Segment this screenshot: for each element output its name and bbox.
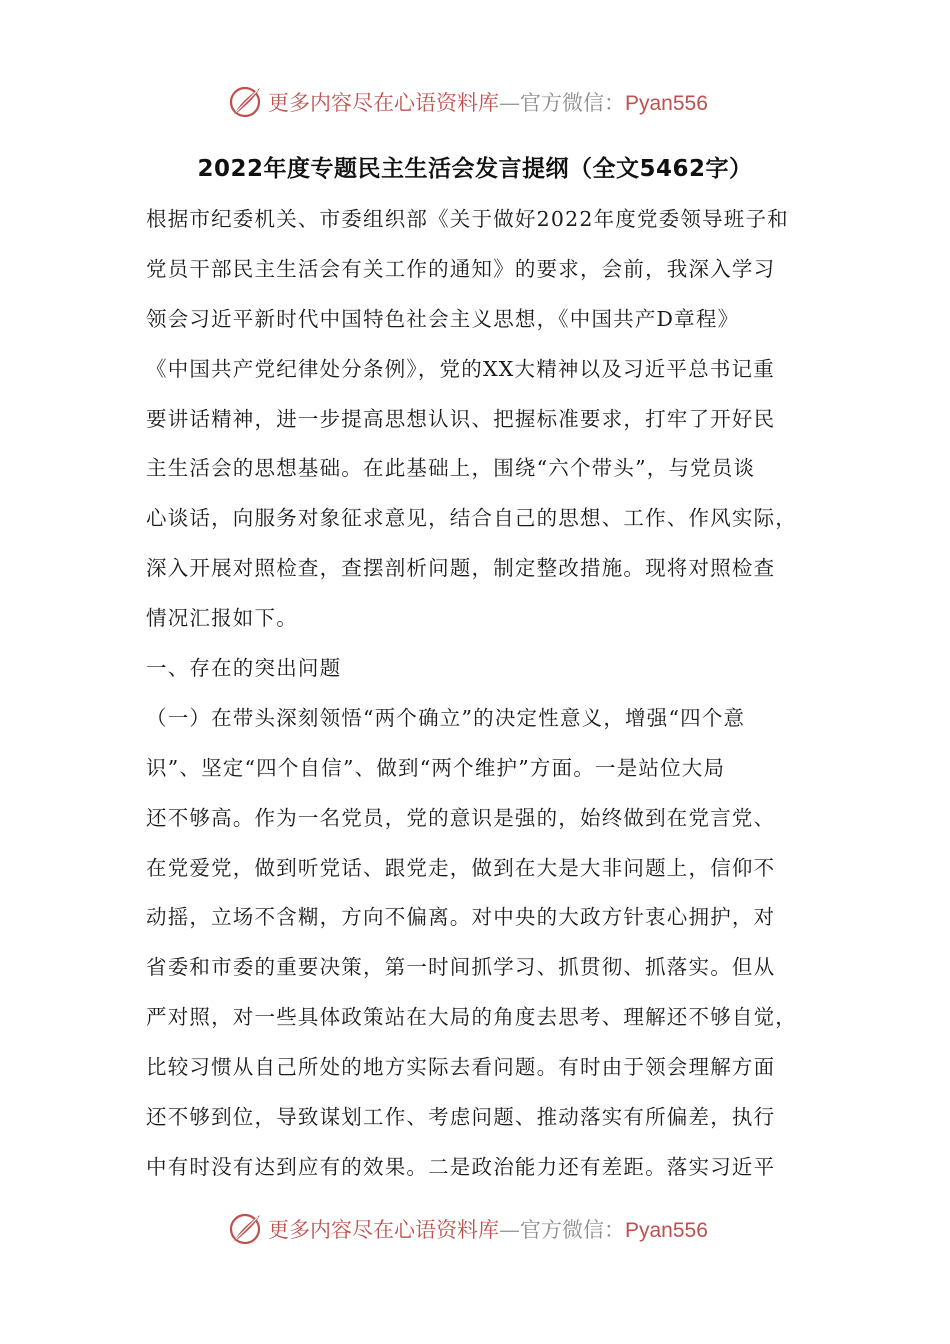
watermark-wechat-id: Pyan556	[625, 1219, 708, 1242]
body-line: 还不够高。作为一名党员，党的意识是强的，始终做到在党言党、	[146, 805, 776, 830]
watermark-wechat-label: 官方微信：	[520, 91, 625, 115]
document-body	[146, 195, 808, 1193]
body-line: 领会习近平新时代中国特色社会主义思想，《中国共产D章程》	[146, 306, 740, 331]
body-line: 主生活会的思想基础。在此基础上，围绕“六个带头”，与党员谈	[146, 456, 756, 481]
watermark-brand: 更多内容尽在心语资料库	[268, 1218, 499, 1242]
watermark-separator: —	[499, 91, 520, 115]
watermark-brand: 更多内容尽在心语资料库	[268, 91, 499, 115]
body-line: 动摇，立场不含糊，方向不偏离。对中央的大政方针衷心拥护，对	[146, 905, 776, 930]
body-line: 要讲话精神，进一步提高思想认识、把握标准要求，打牢了开好民	[146, 406, 776, 431]
body-line: 严对照，对一些具体政策站在大局的角度去思考、理解还不够自觉，	[146, 1005, 797, 1030]
body-line: 在党爱党，做到听党话、跟党走，做到在大是大非问题上，信仰不	[146, 855, 776, 880]
watermark-text	[268, 87, 708, 117]
document-title: 2022年度专题民主生活会发言提纲（全文5462字）	[197, 156, 753, 182]
body-line: 深入开展对照检查，查摆剖析问题，制定整改措施。现将对照检查	[146, 556, 776, 581]
body-line: （一）在带头深刻领悟“两个确立”的决定性意义，增强“四个意	[146, 705, 746, 730]
watermark-wechat-id: Pyan556	[625, 92, 708, 115]
watermark-text	[268, 1214, 708, 1244]
body-line: 识”、坚定“四个自信”、做到“两个维护”方面。一是站位大局	[146, 755, 726, 780]
body-line: 《中国共产党纪律处分条例》，党的XX大精神以及习近平总书记重	[146, 356, 775, 381]
body-line: 省委和市委的重要决策，第一时间抓学习、抓贯彻、抓落实。但从	[146, 955, 776, 980]
section-heading: 一、存在的突出问题	[146, 656, 342, 681]
body-line: 情况汇报如下。	[146, 606, 298, 631]
watermark-separator: —	[499, 1218, 520, 1242]
body-line: 心谈话，向服务对象征求意见，结合自己的思想、工作、作风实际，	[146, 506, 797, 531]
body-line: 中有时没有达到应有的效果。二是政治能力还有差距。落实习近平	[146, 1154, 776, 1179]
body-line: 比较习惯从自己所处的地方实际去看问题。有时由于领会理解方面	[146, 1055, 776, 1080]
watermark-header	[228, 82, 748, 122]
watermark-wechat-label: 官方微信：	[520, 1218, 625, 1242]
body-line: 根据市纪委机关、市委组织部《关于做好2022年度党委领导班子和	[146, 207, 789, 231]
body-line: 党员干部民主生活会有关工作的通知》的要求，会前，我深入学习	[146, 256, 776, 281]
body-line: 还不够到位，导致谋划工作、考虑问题、推动落实有所偏差，执行	[146, 1105, 776, 1130]
quill-logo-icon	[228, 84, 264, 120]
watermark-footer	[228, 1209, 748, 1249]
quill-logo-icon	[228, 1211, 264, 1247]
